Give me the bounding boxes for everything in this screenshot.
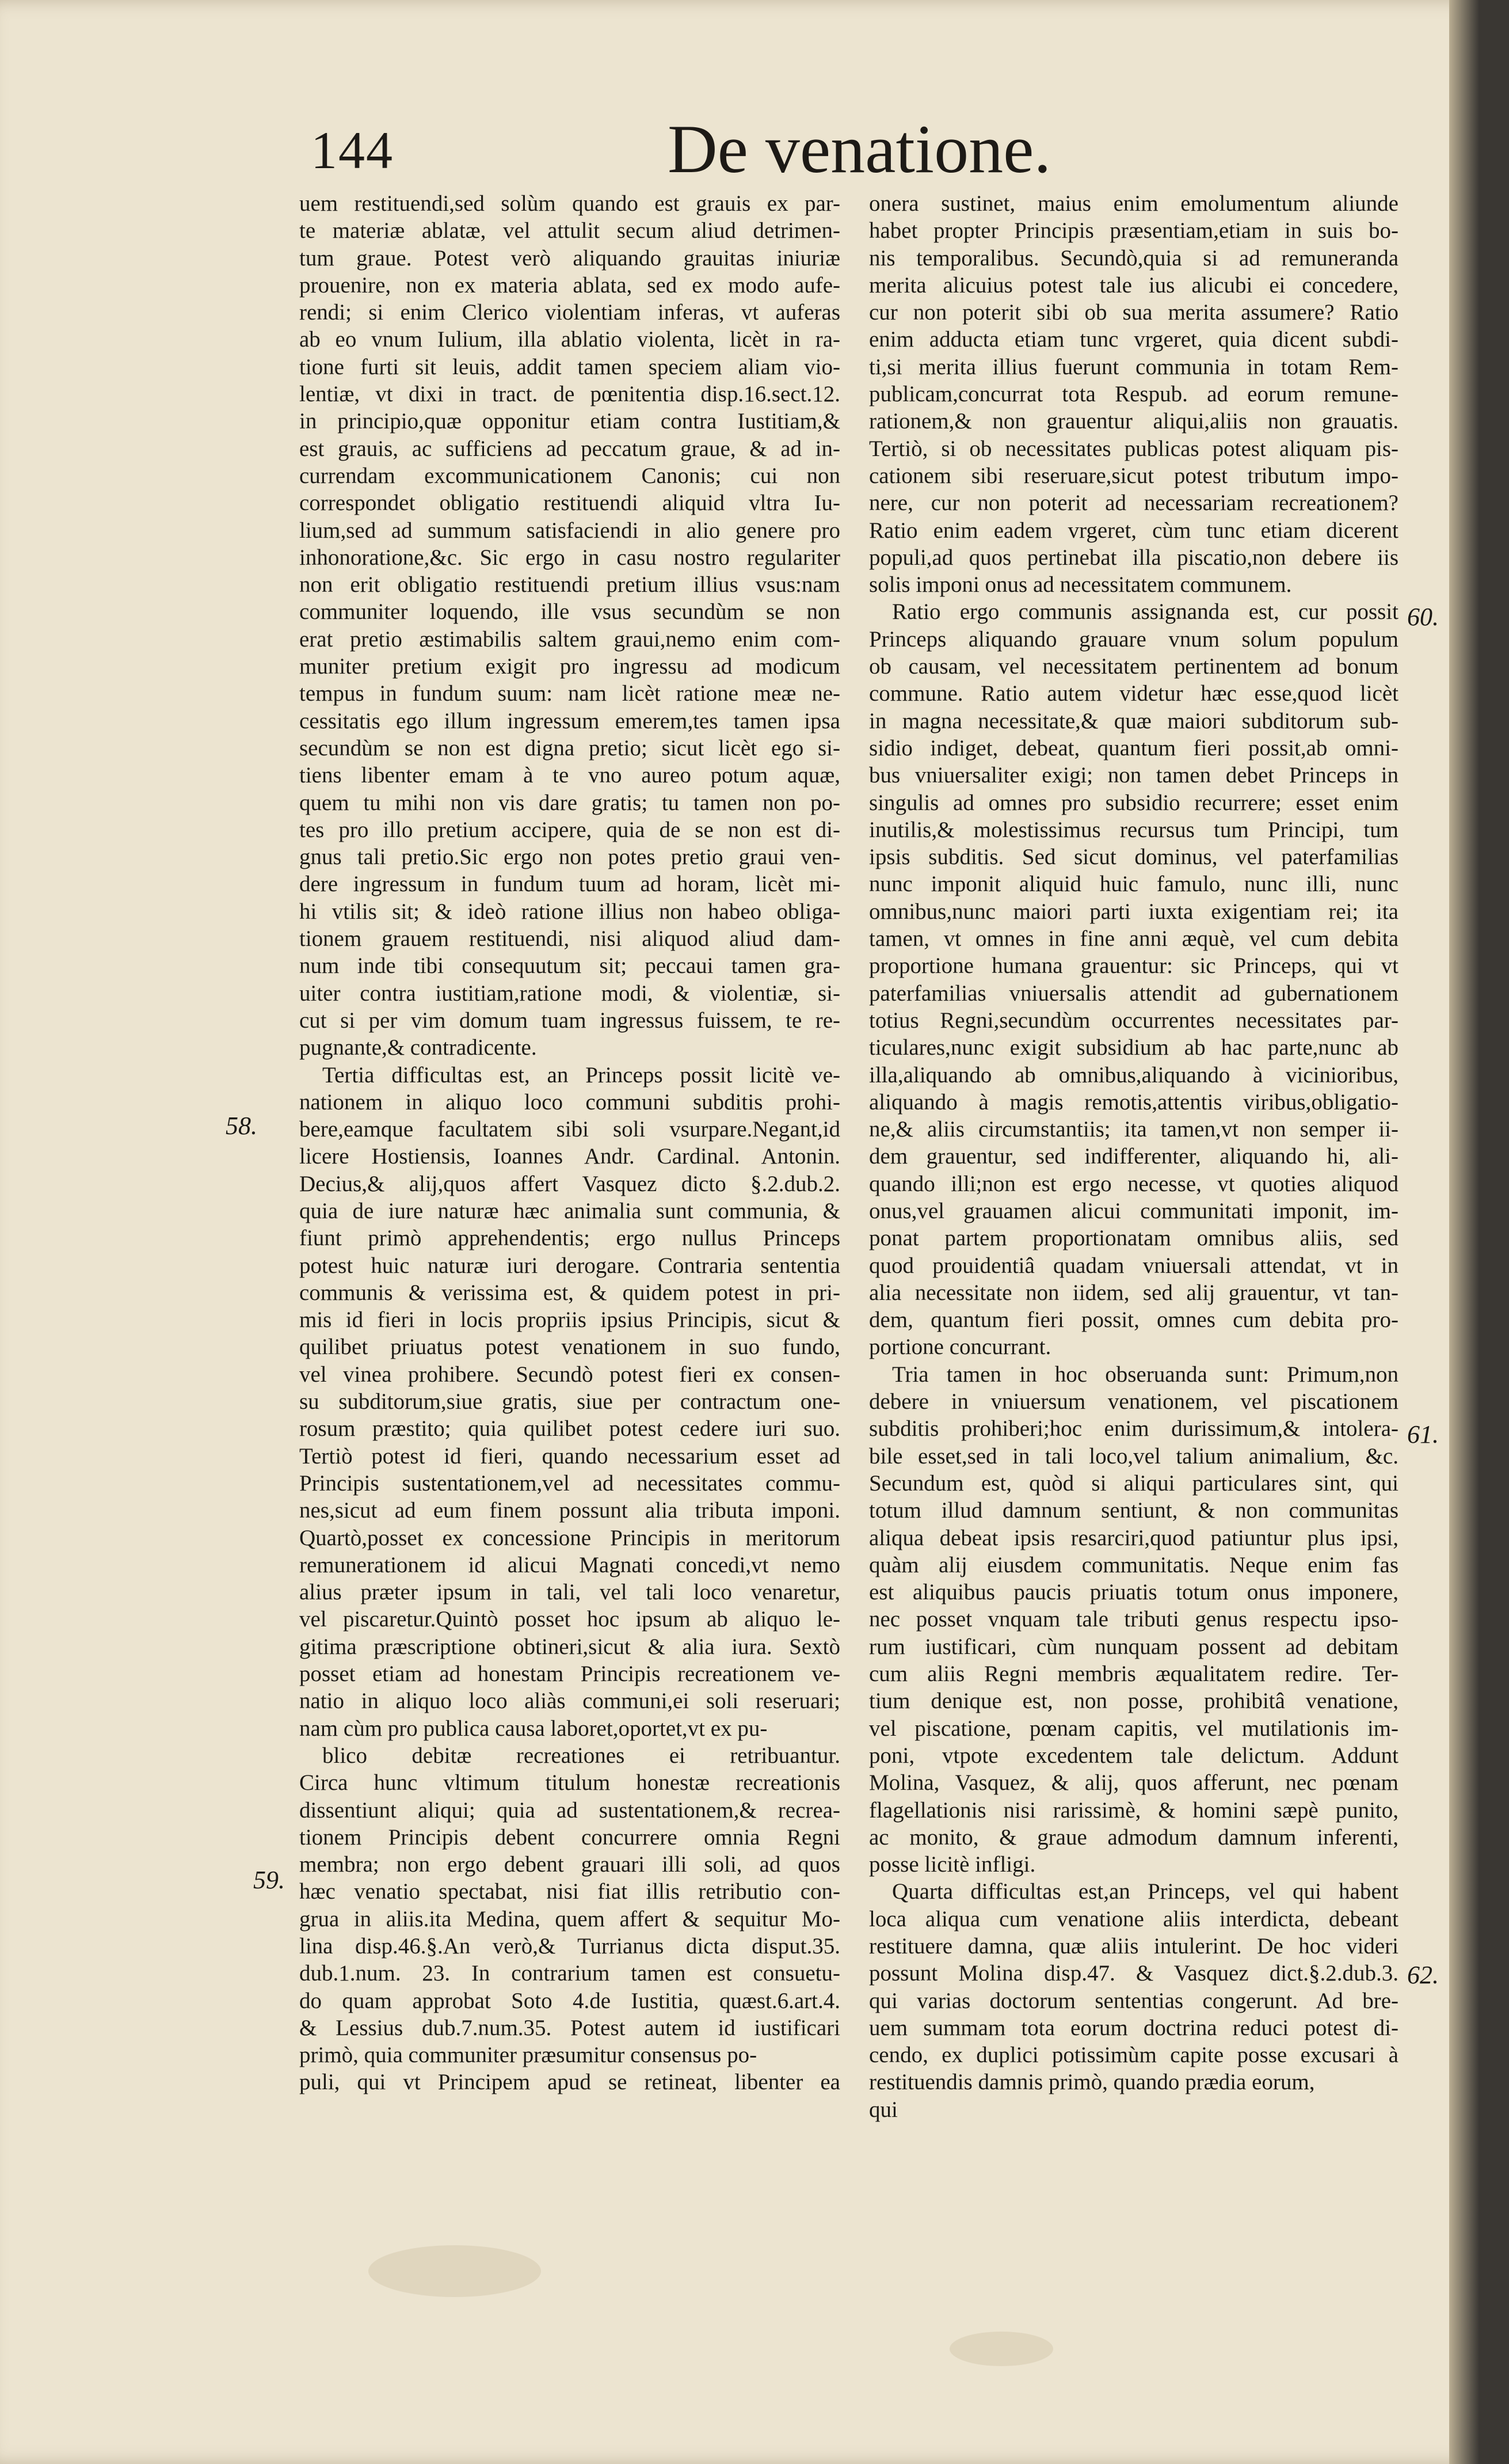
text-line: est grauis, ac sufficiens ad peccatum graue, & ad in-: [299, 436, 840, 461]
text-line: correspondet obligatio restituendi aliquid vltra Iu-: [299, 490, 840, 516]
text-line: poni, vtpote excedentem tale delictum. Addunt: [869, 1743, 1399, 1768]
text-line: su subditorum,siue gratis, siue per contractum one-: [299, 1389, 840, 1414]
text-line: Princeps aliquando grauare vnum solum populum: [869, 626, 1399, 652]
text-line: membra; non ergo debent grauari illi soli, ad quos: [299, 1852, 840, 1877]
text-line: totum illud damnum sentiunt, & non communitas: [869, 1498, 1399, 1523]
text-line: & Lessius dub.7.num.35. Potest autem id iustificari: [299, 2015, 840, 2040]
text-line: secundùm se non est digna pretio; sicut licèt ego si-: [299, 735, 840, 761]
text-line: hæc venatio spectabat, nisi fiat illis retributio con-: [299, 1879, 840, 1904]
text-line: dissentiunt aliqui; quia ad sustentationem,& recrea-: [299, 1797, 840, 1823]
text-line: posse licitè infligi.: [869, 1852, 1036, 1877]
text-line: vel vinea prohibere. Secundò potest fieri ex consen-: [299, 1362, 840, 1387]
text-line: tione furti sit leuis, addit tamen speciem aliam vio-: [299, 354, 840, 379]
running-title: De venatione.: [668, 111, 1051, 187]
text-line: hi vtilis sit; & ideò ratione illius non habeo obliga-: [299, 899, 840, 924]
text-line: blico debitæ recreationes ei retribuantur.: [322, 1743, 840, 1768]
text-line: possunt Molina disp.47. & Vasquez dict.§.2.dub.3.: [869, 1961, 1399, 1986]
text-line: remunerationem id alicui Magnati concedi,vt nemo: [299, 1552, 840, 1577]
text-line: gnus tali pretio.Sic ergo non potes pretio graui ven-: [299, 845, 840, 870]
text-line: tium denique est, non posse, prohibitâ venatione,: [869, 1689, 1399, 1714]
text-line: uem restituendi,sed solùm quando est grauis ex par-: [299, 191, 840, 216]
text-line: do quam approbat Soto 4.de Iustitia, quæst.6.art.4.: [299, 1988, 840, 2013]
text-line: primò, quia communiter præsumitur consensus po-: [299, 2043, 757, 2068]
text-line: nationem in aliquo loco communi subditis prohi-: [299, 1089, 840, 1115]
text-line: dere ingressum in fundum tuum ad horam, licèt mi-: [299, 872, 840, 897]
margin-number-61: 61.: [1407, 1420, 1439, 1448]
text-line: vel piscatione, pœnam capitis, vel mutilationis im-: [869, 1716, 1399, 1741]
margin-number-58: 58.: [226, 1112, 257, 1140]
text-line: rationem,& non grauentur aliqui,aliis non grauatis.: [869, 409, 1399, 434]
text-line: Ratio ergo communis assignanda est, cur possit: [892, 599, 1399, 625]
text-line: communiter loquendo, ille vsus secundùm se non: [299, 599, 840, 625]
page-header: [299, 109, 1105, 187]
text-line: ponat partem proportionatam omnibus aliis, sed: [869, 1226, 1399, 1251]
text-line: omnibus,nunc maiori parti iuxta exigentiam rei; ita: [869, 899, 1399, 924]
text-line: lina disp.46.§.An verò,& Turrianus dicta disput.35.: [299, 1934, 840, 1959]
text-line: restituendis damnis primò, quando prædia eorum,: [869, 2070, 1315, 2095]
text-line: bile esset,sed in tali loco,vel talium animalium, &c.: [869, 1443, 1399, 1469]
text-line: bus vniuersaliter exigi; non tamen debet Princeps in: [869, 763, 1399, 788]
text-line: cut si per vim domum tuam ingressus fuissem, te re-: [299, 1007, 840, 1033]
text-line: tempus in fundum suum: nam licèt ratione meæ ne-: [299, 681, 840, 706]
text-line: inhonoratione,&c. Sic ergo in casu nostro regulariter: [299, 545, 840, 570]
text-line: habet propter Principis præsentiam,etiam in suis bo-: [869, 218, 1399, 244]
text-line: flagellationis nisi rarissimè, & homini sæpè punito,: [869, 1797, 1399, 1823]
text-line: ob causam, vel necessitatem pertinentem ad bonum: [869, 654, 1399, 679]
text-line: alius præter ipsum in tali, vel tali loco venaretur,: [299, 1580, 840, 1605]
text-line: tionem Principis debent concurrere omnia Regni: [299, 1824, 840, 1850]
text-line: onus,vel grauamen alicui communitati imponit, im-: [869, 1198, 1399, 1223]
text-line: tionem grauem restituendi, nisi aliquod aliud dam-: [299, 926, 840, 952]
text-line: currendam excommunicationem Canonis; cui non: [299, 463, 840, 488]
text-line: Ratio enim eadem vrgeret, cùm tunc etiam dicerent: [869, 518, 1399, 543]
text-line: potest huic naturæ iuri derogare. Contraria sententia: [299, 1253, 840, 1278]
text-line: aliqua debeat ipsis resarciri,quod patiuntur plus ipsi,: [869, 1525, 1399, 1550]
text-line: restituere damna, quæ aliis intulerint. De hoc videri: [869, 1934, 1399, 1959]
text-line: in magna necessitate,& quæ maiori subditorum sub-: [869, 708, 1399, 733]
text-line: quilibet priuatus potest venationem in suo fundo,: [299, 1334, 840, 1360]
text-line: qui: [869, 2097, 898, 2122]
text-line: lentiæ, vt dixi in tract. de pœnitentia disp.16.sect.12.: [299, 382, 840, 407]
text-line: ti,si merita illius fuerunt communia in totam Rem-: [869, 354, 1399, 379]
text-line: communis & verissima est, & quidem potest in pri-: [299, 1280, 840, 1305]
text-line: solis imponi onus ad necessitatem communem.: [869, 572, 1292, 598]
text-line: loca aliqua cum venatione aliis interdicta, debeant: [869, 1906, 1399, 1931]
text-line: onera sustinet, maius enim emolumentum aliunde: [869, 191, 1399, 216]
text-line: vel piscaretur.Quintò posset hoc ipsum ab aliquo le-: [299, 1607, 840, 1632]
page-number: 144: [311, 121, 394, 180]
text-line: num inde tibi consequutum sit; peccaui tamen gra-: [299, 953, 840, 979]
text-line: dem, quantum fieri possit, omnes cum debita pro-: [869, 1307, 1399, 1333]
margin-number-59: 59.: [253, 1866, 285, 1894]
text-line: enim adducta etiam tunc vrgeret, quia dicent subdi-: [869, 327, 1399, 352]
text-line: quod prouidentiâ quadam vniuersali attendat, vt in: [869, 1253, 1399, 1278]
text-line: dem grauentur, sed indifferenter, aliquando hi, ali-: [869, 1144, 1399, 1169]
text-line: Circa hunc vltimum titulum honestæ recreationis: [299, 1770, 840, 1796]
text-line: rosum præstito; quia quilibet potest cedere iuri suo.: [299, 1416, 840, 1442]
text-line: subditis prohiberi;hoc enim durissimum,& intolera-: [869, 1416, 1399, 1442]
text-line: pugnante,& contradicente.: [299, 1035, 537, 1060]
text-line: in principio,quæ opponitur etiam contra Iustitiam,&: [299, 409, 840, 434]
text-line: prouenire, non ex materia ablata, sed ex modo aufe-: [299, 272, 840, 298]
text-line: ac monito, & graue admodum damnum inferenti,: [869, 1824, 1399, 1850]
margin-number-62: 62.: [1407, 1961, 1439, 1989]
text-line: Tertiò, si ob necessitates publicas potest aliquam pis-: [869, 436, 1399, 461]
text-line: non erit obligatio restituendi pretium illius vsus:nam: [299, 572, 840, 598]
text-line: tamen, vt omnes in fine anni æquè, vel cum debita: [869, 926, 1399, 952]
text-line: puli, qui vt Principem apud se retineat, libenter ea: [299, 2070, 840, 2095]
text-line: singulis ad omnes pro subsidio recurrere; esset enim: [869, 790, 1399, 815]
text-line: nes,sicut ad eum finem possunt alia tributa imponi.: [299, 1498, 840, 1523]
text-line: dub.1.num. 23. In contrarium tamen est consuetu-: [299, 1961, 840, 1986]
text-line: cur non poterit sibi ob sua merita assumere? Ratio: [869, 300, 1399, 325]
text-line: Tertiò potest id fieri, quando necessarium esset ad: [299, 1443, 840, 1469]
text-line: nunc imponit aliquid huic famulo, nunc illi, nunc: [869, 872, 1399, 897]
text-line: uem summam tota eorum doctrina reduci potest di-: [869, 2015, 1399, 2040]
text-line: proportione humana grauentur: sic Princeps, qui vt: [869, 953, 1399, 979]
text-line: publicam,concurrat tota Respub. ad eorum remune-: [869, 382, 1399, 407]
paper-stain: [368, 2245, 541, 2297]
text-line: Molina, Vasquez, & alij, quos afferunt, nec pœnam: [869, 1770, 1399, 1796]
text-line: inutilis,& molestissimus recursus tum Principi, tum: [869, 817, 1399, 842]
text-line: rum iustificari, cùm nunquam possent ad debitam: [869, 1634, 1399, 1659]
text-line: ipsis subditis. Sed sicut dominus, vel paterfamilias: [869, 845, 1399, 870]
text-line: alia necessitate non iidem, sed alij grauentur, vt tan-: [869, 1280, 1399, 1305]
text-line: commune. Ratio autem videtur hæc esse,quod licèt: [869, 681, 1399, 706]
text-line: lium,sed ad summum satisfaciendi in alio genere pro: [299, 518, 840, 543]
text-line: nis temporalibus. Secundò,quia si ad remuneranda: [869, 245, 1399, 271]
text-line: posset etiam ad honestam Principis recreationem ve-: [299, 1661, 840, 1687]
text-line: portione concurrant.: [869, 1334, 1051, 1360]
text-line: sidio indiget, debeat, quantum fieri possit,ab omni-: [869, 735, 1399, 761]
text-line: cendo, ex duplici potissimùm capite posse excusari à: [869, 2043, 1399, 2068]
text-line: grua in aliis.ita Medina, quem affert & sequitur Mo-: [299, 1906, 840, 1931]
text-line: Quartò,posset ex concessione Principis in meritorum: [299, 1525, 840, 1550]
text-line: tes pro illo pretium accipere, quia de se non est di-: [299, 817, 840, 842]
text-line: nec posset vnquam tale tributi genus respectu ipso-: [869, 1607, 1399, 1632]
paper-stain: [950, 2332, 1053, 2366]
text-line: mis id fieri in locis propriis ipsius Principis, sicut &: [299, 1307, 840, 1333]
text-line: aliquando à magis remotis,attentis viribus,obligatio-: [869, 1089, 1399, 1115]
text-line: Secundum est, quòd si aliqui particulares sint, qui: [869, 1470, 1399, 1496]
text-line: quia de iure naturæ hæc animalia sunt communia, &: [299, 1198, 840, 1223]
text-line: cum aliis Regni membris æqualitatem redire. Ter-: [869, 1661, 1399, 1687]
text-line: tum graue. Potest verò aliquando grauitas iniuriæ: [299, 245, 840, 271]
text-line: bere,eamque facultatem sibi soli vsurpare.Negant,id: [299, 1117, 840, 1142]
text-line: erat pretio æstimabilis saltem graui,nemo enim com-: [299, 626, 840, 652]
text-line: cationem sibi reseruare,sicut potest tributum impo-: [869, 463, 1399, 488]
text-line: tiens libenter emam à te vno aureo potum aquæ,: [299, 763, 840, 788]
text-line: nam cùm pro publica causa laboret,oportet,vt ex pu-: [299, 1716, 768, 1741]
text-line: nere, cur non poterit ad necessariam recreationem?: [869, 490, 1399, 516]
text-line: muniter pretium exigit pro ingressu ad modicum: [299, 654, 840, 679]
text-line: quem tu mihi non vis dare gratis; tu tamen non po-: [299, 790, 840, 815]
text-line: uiter contra iustitiam,ratione modi, & violentiæ, si-: [299, 980, 840, 1006]
text-line: Tertia difficultas est, an Princeps possit licitè ve-: [322, 1062, 840, 1087]
text-line: licere Hostiensis, Ioannes Andr. Cardinal. Antonin.: [299, 1144, 840, 1169]
text-line: ne,& aliis circumstantiis; ita tamen,vt non semper ii-: [869, 1117, 1399, 1142]
text-line: cessitatis ego illum ingressum emerem,tes tamen ipsa: [299, 708, 840, 733]
left-text-column: [299, 190, 840, 2096]
text-line: Quarta difficultas est,an Princeps, vel qui habent: [892, 1879, 1399, 1904]
text-line: quando illi;non est ergo necesse, vt quoties aliquod: [869, 1171, 1399, 1196]
text-line: Principis sustentationem,vel ad necessitates commu-: [299, 1470, 840, 1496]
text-line: est aliquibus paucis priuatis totum onus imponere,: [869, 1580, 1399, 1605]
margin-number-60: 60.: [1407, 603, 1439, 631]
right-text-column: [869, 190, 1399, 2123]
text-line: qui varias doctorum sententias congerunt. Ad bre-: [869, 1988, 1399, 2013]
text-line: natio in aliquo loco aliàs communi,ei soli reseruari;: [299, 1689, 840, 1714]
page-edge-shadow: [1449, 0, 1479, 2464]
text-line: illa,aliquando ab omnibus,aliquando à vicinioribus,: [869, 1062, 1399, 1087]
text-line: ab eo vnum Iulium, illa ablatio violenta, licèt in ra-: [299, 327, 840, 352]
text-line: te materiæ ablatæ, vel attulit secum aliud detrimen-: [299, 218, 840, 244]
text-line: populi,ad quos pertinebat illa piscatio,non debere iis: [869, 545, 1399, 570]
text-line: rendi; si enim Clerico violentiam inferas, vt auferas: [299, 300, 840, 325]
text-line: totius Regni,secundùm occurrentes necessitates par-: [869, 1007, 1399, 1033]
text-line: fiunt primò apprehendentis; ergo nullus Princeps: [299, 1226, 840, 1251]
text-line: quàm alij eiusdem communitatis. Neque enim fas: [869, 1552, 1399, 1577]
text-line: debere in vniuersum venationem, vel piscationem: [869, 1389, 1399, 1414]
text-line: merita alicuius potest tale ius alicubi ei concedere,: [869, 272, 1399, 298]
text-line: ticulares,nunc exigit subsidium ab hac parte,nunc ab: [869, 1035, 1399, 1060]
text-line: Decius,& alij,quos affert Vasquez dicto §.2.dub.2.: [299, 1171, 840, 1196]
text-line: gitima præscriptione obtineri,sicut & alia iura. Sextò: [299, 1634, 840, 1659]
text-line: paterfamilias vniuersalis attendit ad gubernationem: [869, 980, 1399, 1006]
text-line: Tria tamen in hoc obseruanda sunt: Primum,non: [892, 1362, 1399, 1387]
